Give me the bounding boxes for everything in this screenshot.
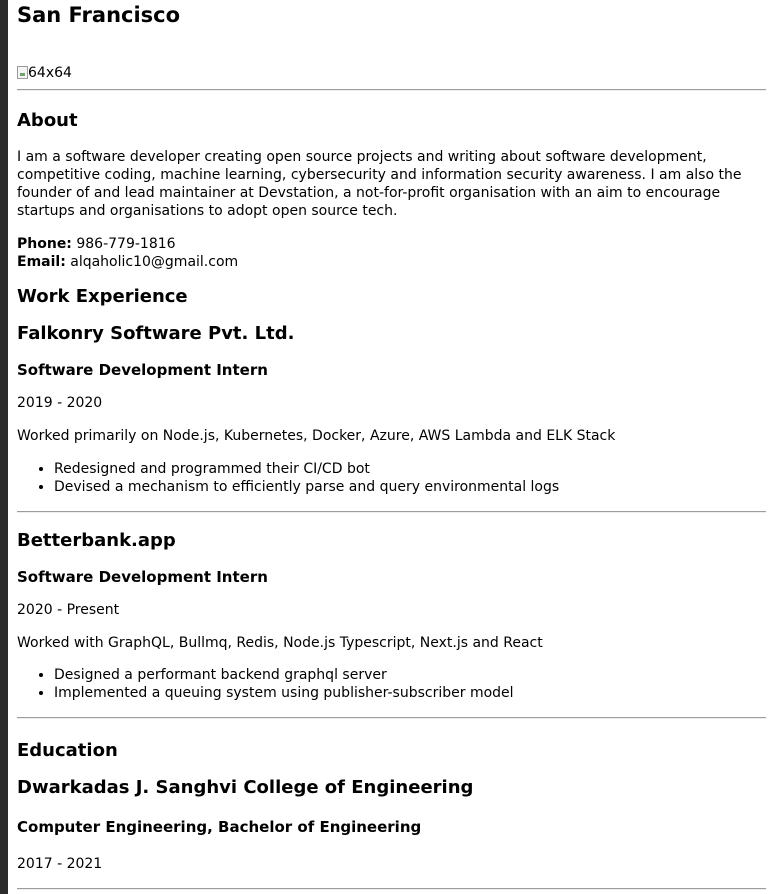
about-text: I am a software developer creating open source projects and writing about software development, competitive coding, machine learning, cybersecurity and information security awareness. I am also the founder of and lead maintainer at Devstation, a not-for-profit organisation with an aim to encourage startups and organisations to adopt open source tech. (17, 149, 742, 219)
phone-label: Phone: (17, 236, 72, 252)
email-label: Email: (17, 254, 66, 270)
work-heading: Work Experience (17, 286, 188, 307)
page-title: San Francisco (17, 3, 181, 27)
job-bullets (17, 460, 767, 496)
list-item: • Implemented a queuing system using publisher-subscriber model (54, 684, 767, 702)
divider (17, 717, 766, 719)
divider (17, 888, 766, 890)
degree: Computer Engineering, Bachelor of Engineering (17, 818, 422, 836)
job-description: Worked primarily on Node.js, Kubernetes, Docker, Azure, AWS Lambda and ELK Stack (17, 428, 616, 444)
divider (17, 511, 766, 513)
list-item: • Devised a mechanism to efficiently parse and query environmental logs (54, 478, 767, 496)
job-years: 2019 - 2020 (17, 395, 103, 411)
job-description: Worked with GraphQL, Bullmq, Redis, Node.js Typescript, Next.js and React (17, 635, 543, 651)
job-company: Falkonry Software Pvt. Ltd. (17, 323, 295, 344)
resume-page (17, 0, 767, 890)
window-edge (0, 0, 8, 894)
broken-image-icon (17, 66, 28, 79)
list-item: • Redesigned and programmed their CI/CD bot (54, 460, 767, 478)
education-years: 2017 - 2021 (17, 856, 103, 872)
job-role: Software Development Intern (17, 361, 268, 379)
phone-value: 986-779-1816 (76, 236, 176, 252)
email-value: alqaholic10@gmail.com (70, 254, 239, 270)
job-bullets (17, 666, 767, 702)
list-item: • Designed a performant backend graphql server (54, 666, 767, 684)
job-role: Software Development Intern (17, 568, 268, 586)
job-company: Betterbank.app (17, 530, 176, 551)
divider (17, 89, 766, 91)
avatar-alt-text: 64x64 (28, 65, 72, 81)
about-heading: About (17, 110, 78, 131)
avatar (17, 64, 767, 82)
email-line (17, 253, 767, 271)
school-name: Dwarkadas J. Sanghvi College of Engineering (17, 777, 474, 798)
job-years: 2020 - Present (17, 602, 120, 618)
education-heading: Education (17, 740, 118, 761)
phone-line (17, 235, 767, 253)
